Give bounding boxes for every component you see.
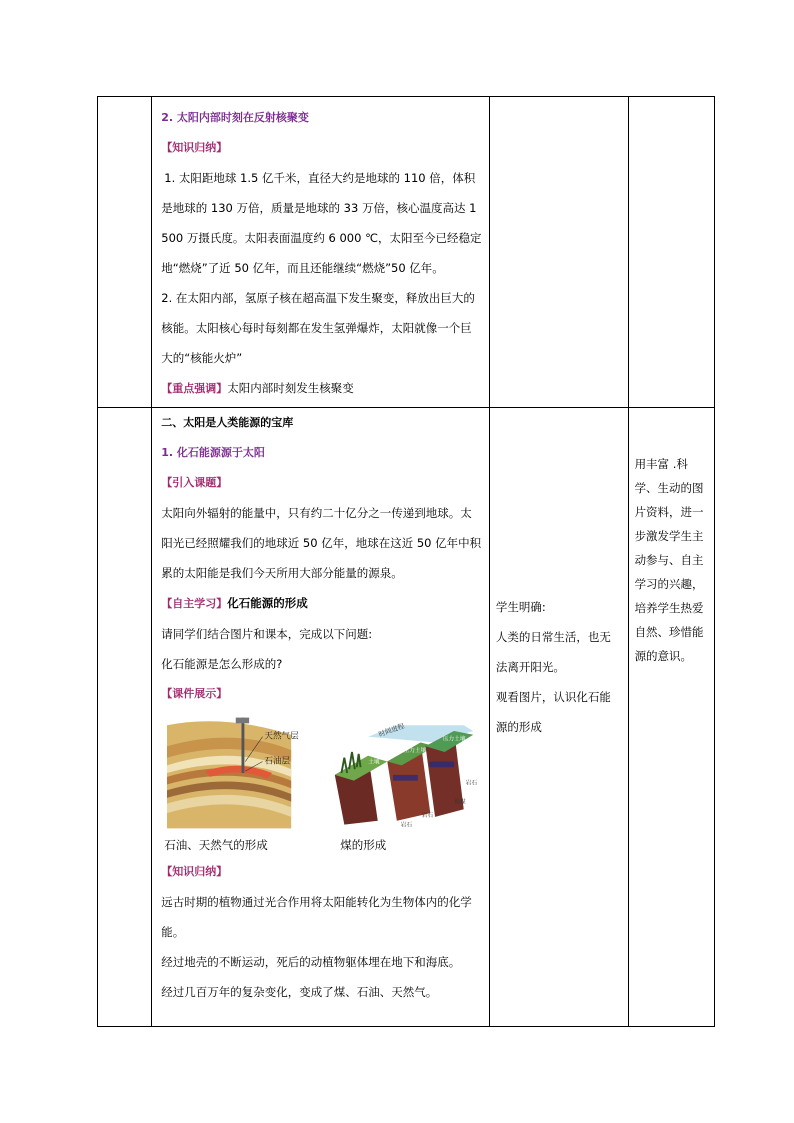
- student-activity-cell: [489, 408, 628, 1027]
- figure-label: 岩石: [421, 812, 434, 819]
- figure-caption: 煤的形成: [340, 838, 387, 852]
- figure-label: 岩石: [465, 780, 478, 787]
- table-row: [98, 408, 715, 1027]
- emphasis-tag: 【重点强调】: [161, 382, 228, 395]
- figure-caption: 石油、天然气的形成: [164, 838, 268, 852]
- student-text: 人类的日常生活，也无法离开阳光。: [495, 630, 611, 674]
- figure-label: 压力土壤: [442, 736, 466, 743]
- question-intro: 请同学们结合图片和课本，完成以下问题:: [161, 627, 373, 641]
- figure-label: 褐煤: [454, 799, 466, 806]
- paragraph: 经过地壳的不断运动，死后的动植物躯体埋在地下和海底。: [161, 955, 461, 969]
- table-row: [98, 97, 715, 408]
- stage-cell: [98, 408, 152, 1027]
- stage-cell: [98, 97, 152, 408]
- paragraph: 1. 太阳距地球 1.5 亿千米，直径大约是地球的 110 倍，体积是地球的 130 万倍，质量是地球的 33 万倍，核心温度高达 1 500 万摄氏度。太阳表面温度约 6 000 ℃，太阳至今已经稳定地“燃烧”了近 50 亿年，而且还能继续“燃烧”50 亿年。: [161, 171, 482, 275]
- section-heading: 2. 太阳内部时刻在反射核聚变: [161, 111, 309, 124]
- design-intent-cell: [628, 408, 714, 1027]
- question: 化石能源是怎么形成的?: [161, 657, 283, 671]
- lesson-plan-table: [97, 96, 715, 1027]
- content-cell: [152, 97, 490, 408]
- figure-label: 压力土壤: [403, 747, 427, 754]
- oil-gas-formation-figure: [167, 715, 320, 831]
- intro-tag: 【引入课题】: [161, 476, 228, 489]
- emphasis-text: 太阳内部时刻发生核聚变: [227, 381, 354, 395]
- figure-label: 石油层: [264, 756, 291, 767]
- figure-label: 岩石: [400, 822, 413, 829]
- knowledge-tag: 【知识归纳】: [161, 141, 228, 154]
- paragraph: 2. 在太阳内部，氢原子核在超高温下发生聚变，释放出巨大的核能。太阳核心每时每刻都在发生氢弹爆炸，太阳就像一个巨大的“核能火炉”: [161, 291, 475, 365]
- figure-label: 天然气层: [264, 731, 299, 742]
- paragraph: 远古时期的植物通过光合作用将太阳能转化为生物体内的化学能。: [161, 895, 472, 939]
- student-activity-cell: [489, 97, 628, 408]
- design-intent-cell: [628, 97, 714, 408]
- section-title: 二、太阳是人类能源的宝库: [161, 416, 294, 429]
- figure-label: 时间进程: [377, 721, 406, 739]
- self-study-title: 化石能源的形成: [227, 596, 308, 610]
- paragraph: 太阳向外辐射的能量中，只有约二十亿分之一传递到地球。太阳光已经照耀我们的地球近 50 亿年，地球在这近 50 亿年中积累的太阳能是我们今天所用大部分能量的源泉。: [161, 506, 482, 580]
- content-cell: [152, 408, 490, 1027]
- section-heading: 1. 化石能源源于太阳: [161, 446, 265, 459]
- paragraph: 经过几百万年的复杂变化，变成了煤、石油、天然气。: [161, 985, 438, 999]
- knowledge-tag: 【知识归纳】: [161, 865, 228, 878]
- coal-formation-figure: [330, 715, 483, 831]
- self-study-tag: 【自主学习】: [161, 597, 228, 610]
- design-intent-text: 用丰富 .科学、生动的图片资料，进一步激发学生主动参与、自主学习的兴趣，培养学生热爱自然、珍惜能源的意识。: [634, 457, 704, 663]
- figure-label: 土壤: [368, 759, 380, 766]
- student-label: 学生明确:: [495, 600, 546, 614]
- courseware-tag: 【课件展示】: [161, 687, 228, 700]
- student-text: 观看图片，认识化石能源的形成: [495, 690, 611, 734]
